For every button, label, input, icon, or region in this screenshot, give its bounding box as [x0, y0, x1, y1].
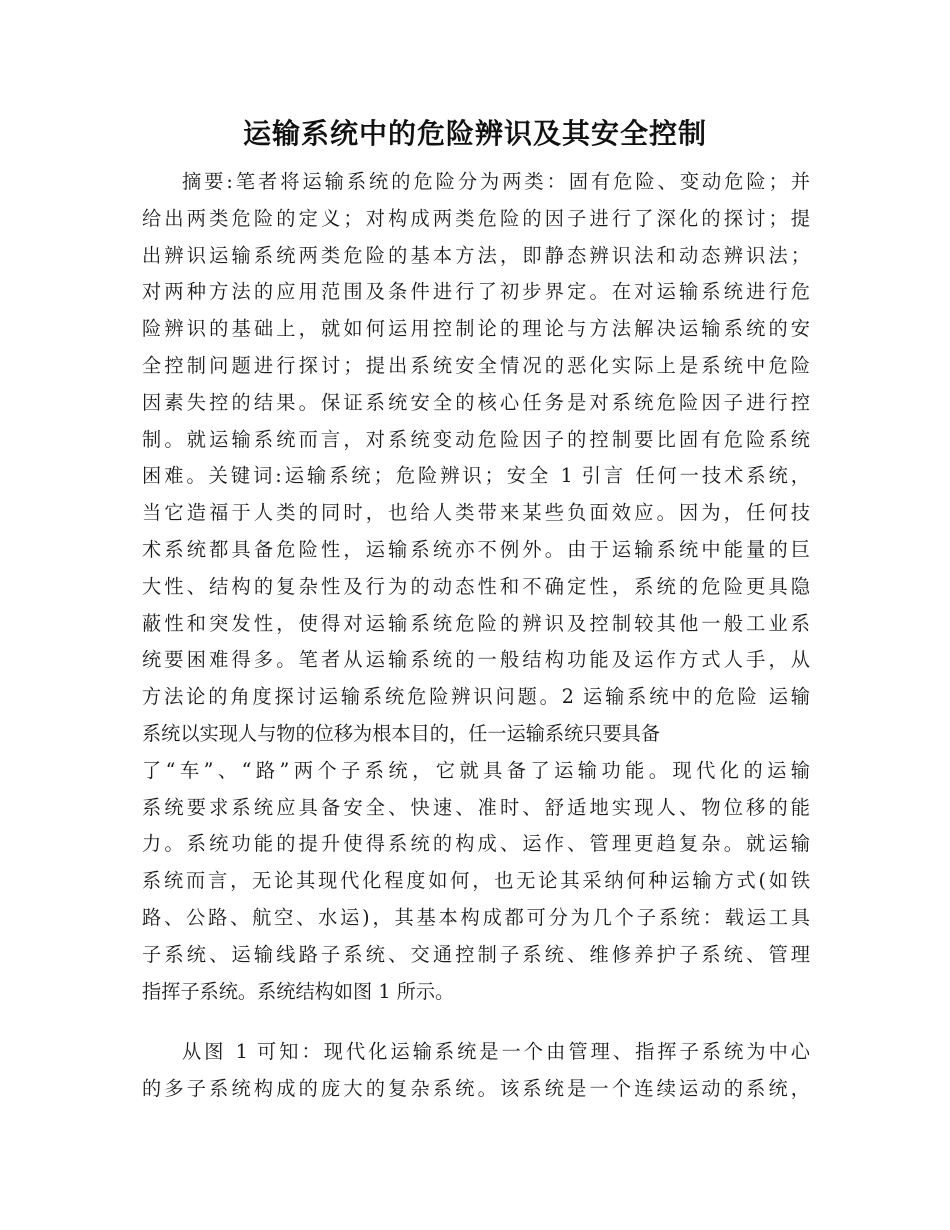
text-line: 困难。关键词:运输系统；危险辨识；安全 1 引言 任何一技术系统，: [142, 464, 810, 488]
text-line: 统要困难得多。笔者从运输系统的一般结构功能及运作方式人手，从: [142, 648, 810, 672]
text-line: 术系统都具备危险性，运输系统亦不例外。由于运输系统中能量的巨: [142, 537, 810, 561]
text-line: 路、公路、航空、水运)，其基本构成都可分为几个子系统：载运工具: [142, 905, 810, 929]
text-line: 系统要求系统应具备安全、快速、准时、舒适地实现人、物位移的能: [142, 795, 810, 819]
text-line: 指挥子系统。系统结构如图 1 所示。: [142, 979, 455, 1003]
text-line: 蔽性和突发性，使得对运输系统危险的辨识及控制较其他一般工业系: [142, 611, 810, 635]
text-line: 方法论的角度探讨运输系统危险辨识问题。2 运输系统中的危险 运输: [142, 685, 810, 709]
text-line: 子系统、运输线路子系统、交通控制子系统、维修养护子系统、管理: [142, 942, 810, 966]
text-line: 险辨识的基础上，就如何运用控制论的理论与方法解决运输系统的安: [142, 317, 810, 341]
text-line: 出辨识运输系统两类危险的基本方法，即静态辨识法和动态辨识法；: [142, 243, 810, 267]
text-line: 制。就运输系统而言，对系统变动危险因子的控制要比固有危险系统: [142, 427, 810, 451]
body-paragraph: [142, 1034, 810, 1108]
text-line: 对两种方法的应用范围及条件进行了初步界定。在对运输系统进行危: [142, 280, 810, 304]
text-line: 了“车”、“路”两个子系统，它就具备了运输功能。现代化的运输: [142, 758, 810, 782]
document-title: 运输系统中的危险辨识及其安全控制: [242, 117, 707, 150]
text-line: 因素失控的结果。保证系统安全的核心任务是对系统危险因子进行控: [142, 390, 810, 414]
text-line: 从图 1 可知：现代化运输系统是一个由管理、指挥子系统为中心: [182, 1040, 810, 1063]
text-line: 当它造福于人类的同时，也给人类带来某些负面效应。因为，任何技: [142, 501, 810, 525]
text-line: 力。系统功能的提升使得系统的构成、运作、管理更趋复杂。就运输: [142, 832, 810, 856]
abstract-paragraph: [142, 164, 810, 1010]
text-line: 的多子系统构成的庞大的复杂系统。该系统是一个连续运动的系统，: [142, 1076, 810, 1100]
text-line: 全控制问题进行探讨；提出系统安全情况的恶化实际上是系统中危险: [142, 353, 810, 377]
text-line: 给出两类危险的定义；对构成两类危险的因子进行了深化的探讨；提: [142, 206, 810, 230]
text-line: 大性、结构的复杂性及行为的动态性和不确定性，系统的危险更具隐: [142, 574, 810, 598]
text-line: 摘要:笔者将运输系统的危险分为两类：固有危险、变动危险；并: [182, 170, 810, 193]
text-line: 系统以实现人与物的位移为根本目的，任一运输系统只要具备: [142, 721, 661, 745]
text-line: 系统而言，无论其现代化程度如何，也无论其采纳何种运输方式(如铁: [142, 869, 810, 893]
